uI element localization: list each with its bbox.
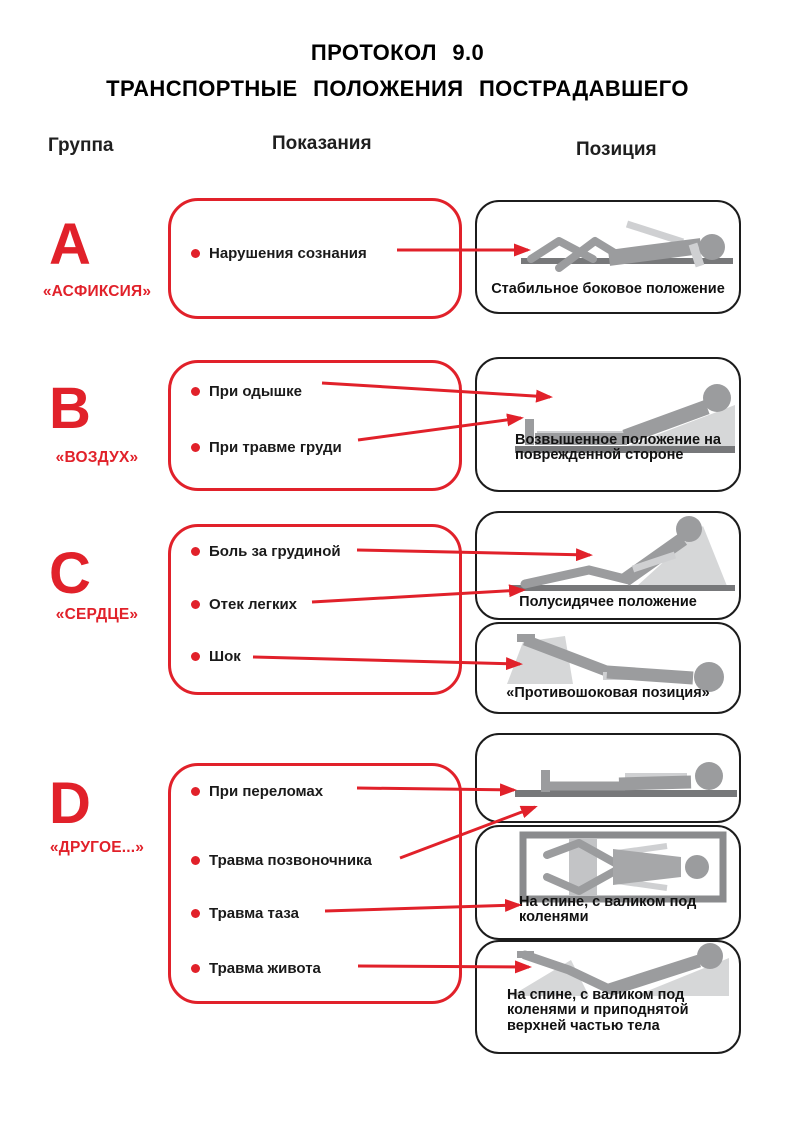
group-d-position-box-1 [475,733,741,823]
indication-item [191,383,302,400]
bullet-icon [191,387,200,396]
indication-label: Травма позвоночника [209,852,372,869]
indication-item [191,648,241,665]
indication-item [191,543,341,560]
bullet-icon [191,547,200,556]
position-caption: На спине, с валиком под коленями [519,894,697,926]
group-d-position-box-3 [475,940,741,1054]
position-caption: «Противошоковая позиция» [506,685,710,701]
group-c-letter: C [49,541,91,606]
bullet-icon [191,787,200,796]
group-d-letter: D [49,771,91,836]
group-a-indications-box [168,198,462,319]
elevated-on-injured-side-figure [477,359,739,490]
group-b-letter: B [49,376,91,441]
group-d-name: «ДРУГОЕ...» [49,839,145,856]
indication-label: Нарушения сознания [209,245,367,262]
bullet-icon [191,249,200,258]
bullet-icon [191,909,200,918]
indication-item [191,960,321,977]
group-b-position-box [475,357,741,492]
indication-label: Боль за грудиной [209,543,341,560]
position-caption: Полусидячее положение [519,594,697,610]
position-caption: На спине, с валиком под коленями и приподнятой верхней частью тела [507,987,689,1034]
column-header-indications: Показания [272,133,372,154]
group-d-position-box-2 [475,825,741,940]
column-header-position: Позиция [576,139,657,160]
position-caption: Возвышенное положение на поврежденной стороне [515,432,721,464]
indication-label: При травме груди [209,439,342,456]
group-a-letter: A [49,212,91,277]
indication-item [191,439,342,456]
group-c-position-box-2 [475,622,741,714]
bullet-icon [191,600,200,609]
group-a-position-box [475,200,741,314]
indication-item [191,596,297,613]
indication-item [191,245,367,262]
indication-item [191,783,323,800]
column-header-group: Группа [48,135,114,156]
group-b-name: «ВОЗДУХ» [55,449,139,466]
bullet-icon [191,652,200,661]
group-a-name: «АСФИКСИЯ» [42,283,152,300]
group-b-indications-box [168,360,462,491]
indication-item [191,905,299,922]
bullet-icon [191,964,200,973]
indication-label: При одышке [209,383,302,400]
indication-item [191,852,372,869]
indication-label: Шок [209,648,241,665]
indication-label: Травма живота [209,960,321,977]
indication-label: Травма таза [209,905,299,922]
indication-label: Отек легких [209,596,298,613]
indication-label: При переломах [209,783,324,800]
title-line2: ТРАНСПОРТНЫЕ ПОЛОЖЕНИЯ ПОСТРАДАВШЕГО [106,76,689,101]
group-c-indications-box [168,524,462,695]
group-d-indications-box [168,763,462,1004]
position-caption: Стабильное боковое положение [491,281,725,297]
bullet-icon [191,443,200,452]
page-title [0,40,795,102]
flat-on-back-figure [477,735,739,821]
group-c-position-box-1 [475,511,741,620]
group-c-name: «СЕРДЦЕ» [55,606,139,623]
bullet-icon [191,856,200,865]
title-line1: ПРОТОКОЛ 9.0 [310,40,485,65]
